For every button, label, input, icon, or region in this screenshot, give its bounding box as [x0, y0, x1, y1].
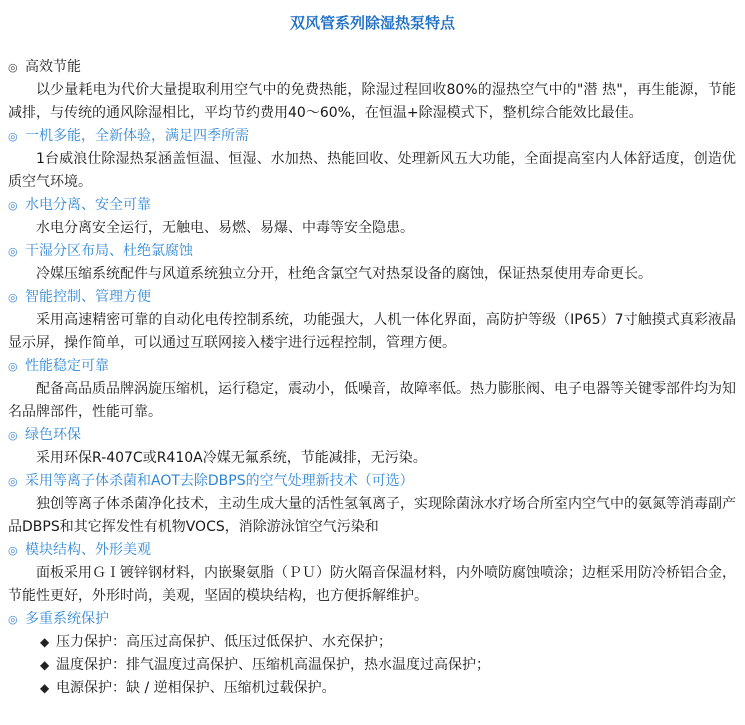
- section-body: 水电分离安全运行，无触电、易燃、易爆、中毒等安全隐患。: [36, 220, 414, 236]
- section-body: 1台威浪仕除湿热泵涵盖恒温、恒湿、水加热、热能回收、处理新风五大功能，全面提高室内人体舒适度，创造优质空气环境。: [8, 151, 736, 190]
- page-title: 双风管系列除湿热泵特点: [289, 14, 455, 32]
- list-item: ◆ 压力保护：高压过高保护、低压过低保护、水充保护；: [40, 631, 736, 654]
- feature-list: [8, 56, 736, 700]
- circle-bullet-icon: ◎: [8, 199, 18, 212]
- section-body: 独创等离子体杀菌净化技术，主动生成大量的活性氢氧离子，实现除菌泳水疗场合所室内空气中的氨氮等消毒副产品DBPS和其它挥发性有机物VOCS，消除游泳馆空气污染和: [8, 496, 736, 535]
- section-heading: ◎ 水电分离、安全可靠: [8, 194, 736, 217]
- circle-bullet-icon: ◎: [8, 613, 18, 626]
- diamond-bullet-icon: ◆: [40, 658, 50, 672]
- section-body: 配备高品质品牌涡旋压缩机，运行稳定，震动小，低噪音，故障率低。热力膨胀阀、电子电器等关键零部件均为知名品牌部件，性能可靠。: [8, 381, 736, 420]
- section-body: 以少量耗电为代价大量提取利用空气中的免费热能，除湿过程回收80%的湿热空气中的"潜 热"，再生能源，节能减排，与传统的通风除湿相比，平均节约费用40～60%，在恒温+除湿模式下，整机综合能效比最佳。: [8, 82, 736, 121]
- circle-bullet-icon: ◎: [8, 245, 18, 258]
- circle-bullet-icon: ◎: [8, 130, 18, 143]
- protection-list: [8, 631, 736, 700]
- diamond-bullet-icon: ◆: [40, 635, 50, 649]
- circle-bullet-icon: ◎: [8, 475, 18, 488]
- section-heading: ◎ 采用等离子体杀菌和AOT去除DBPS的空气处理新技术（可选）: [8, 470, 736, 493]
- section-heading: ◎ 一机多能，全新体验，满足四季所需: [8, 125, 736, 148]
- section-heading: ◎ 模块结构、外形美观: [8, 539, 736, 562]
- section-body: 采用高速精密可靠的自动化电传控制系统，功能强大，人机一体化界面，高防护等级（IP65）7寸触摸式真彩液晶显示屏，操作简单，可以通过互联网接入楼宇进行远程控制，管理方便。: [8, 312, 736, 351]
- section-body: 冷媒压缩系统配件与风道系统独立分开，杜绝含氯空气对热泵设备的腐蚀，保证热泵使用寿命更长。: [36, 266, 652, 282]
- section-heading: ◎ 性能稳定可靠: [8, 355, 736, 378]
- circle-bullet-icon: ◎: [8, 544, 18, 557]
- section-heading: ◎ 多重系统保护: [8, 608, 736, 631]
- section-heading: ◎ 干湿分区布局、杜绝氯腐蚀: [8, 240, 736, 263]
- circle-bullet-icon: ◎: [8, 360, 18, 373]
- list-item: ◆ 温度保护：排气温度过高保护、压缩机高温保护，热水温度过高保护；: [40, 654, 736, 677]
- section-body: 采用环保R-407C或R410A冷媒无氟系统，节能减排，无污染。: [36, 450, 427, 466]
- section-body: 面板采用ＧＩ镀锌钢材料，内嵌聚氨脂（ＰＵ）防火隔音保温材料，内外喷防腐蚀喷涂；边框采用防冷桥铝合金，节能性更好，外形时尚，美观，坚固的模块结构，也方便拆解维护。: [8, 565, 736, 604]
- list-item: ◆ 电源保护：缺 / 逆相保护、压缩机过载保护。: [40, 677, 736, 700]
- circle-bullet-icon: ◎: [8, 429, 18, 442]
- diamond-bullet-icon: ◆: [40, 681, 50, 695]
- circle-bullet-icon: ◎: [8, 291, 18, 304]
- section-heading: ◎ 高效节能: [8, 56, 736, 79]
- section-heading: ◎ 绿色环保: [8, 424, 736, 447]
- circle-bullet-icon: ◎: [8, 61, 18, 74]
- section-heading: ◎ 智能控制、管理方便: [8, 286, 736, 309]
